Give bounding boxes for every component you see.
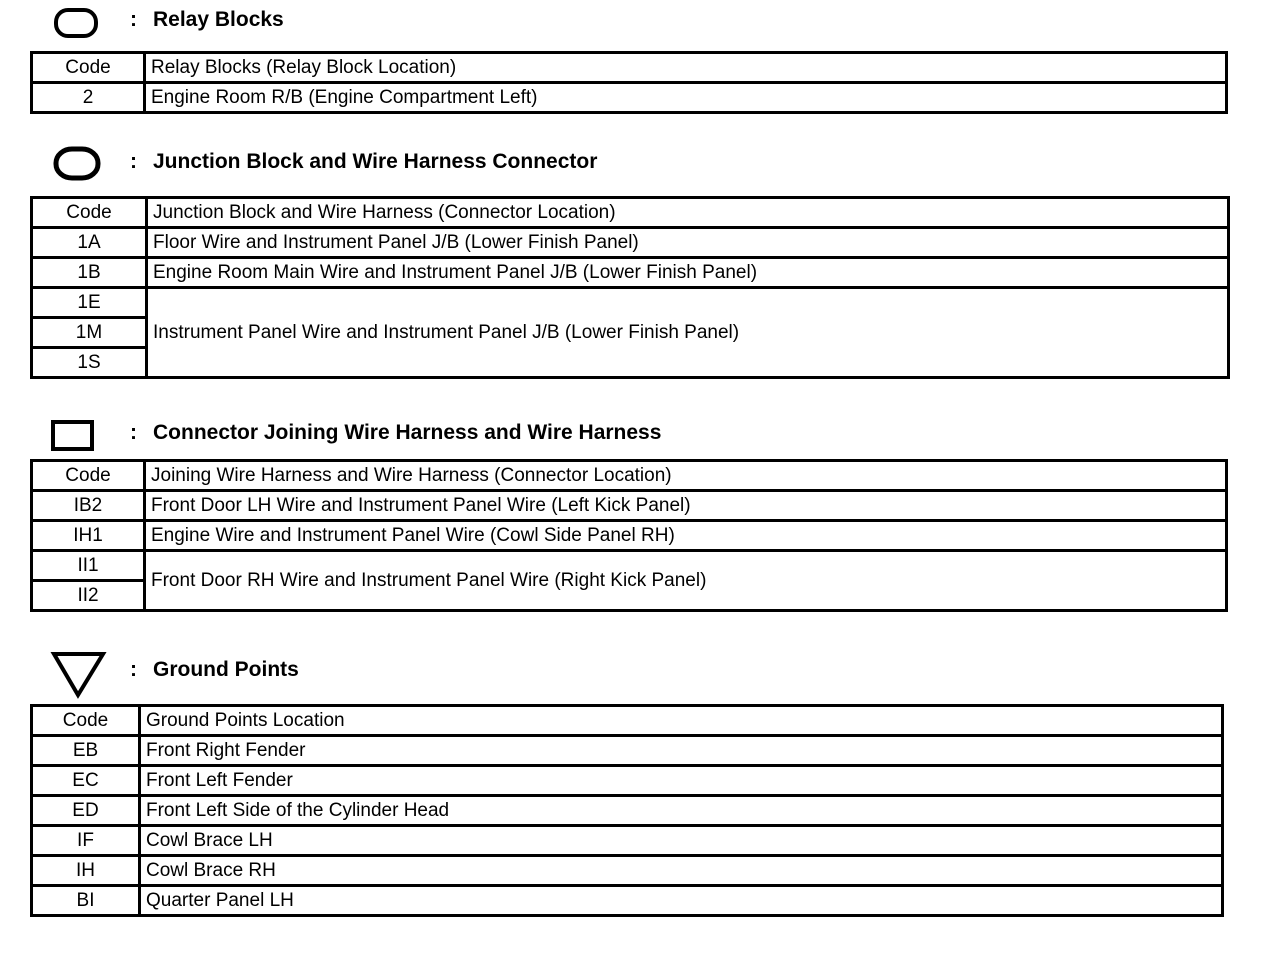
table-row: [32, 228, 1229, 258]
row-code: EB: [32, 736, 140, 766]
row-desc: Cowl Brace LH: [140, 826, 1223, 856]
colon-separator: :: [130, 8, 137, 31]
table-row: [32, 551, 1227, 581]
colon-separator: :: [130, 421, 137, 444]
row-code: IB2: [32, 491, 145, 521]
relay-blocks-table: [30, 51, 1228, 114]
section-junction-block-header: [0, 143, 1264, 183]
row-desc: Instrument Panel Wire and Instrument Panel J/B (Lower Finish Panel): [147, 288, 1229, 378]
colon-separator: :: [130, 658, 137, 681]
table-row: [32, 796, 1223, 826]
row-desc: Floor Wire and Instrument Panel J/B (Lower Finish Panel): [147, 228, 1229, 258]
row-code: II2: [32, 581, 145, 611]
row-code: IH: [32, 856, 140, 886]
section-connector-header: [0, 414, 1264, 454]
section-title: Relay Blocks: [153, 8, 284, 31]
header-code: Code: [32, 53, 145, 83]
table-row: [32, 83, 1227, 113]
row-desc: Front Door RH Wire and Instrument Panel Wire (Right Kick Panel): [145, 551, 1227, 611]
table-row: [32, 766, 1223, 796]
table-row: [32, 886, 1223, 916]
header-desc: Joining Wire Harness and Wire Harness (Connector Location): [145, 461, 1227, 491]
row-desc: Front Door LH Wire and Instrument Panel Wire (Left Kick Panel): [145, 491, 1227, 521]
row-code: BI: [32, 886, 140, 916]
table-header-row: [32, 53, 1227, 83]
row-code: 1A: [32, 228, 147, 258]
table-row: [32, 856, 1223, 886]
row-code: 2: [32, 83, 145, 113]
section-title: Connector Joining Wire Harness and Wire Harness: [153, 421, 662, 444]
row-desc: Front Right Fender: [140, 736, 1223, 766]
row-desc: Engine Room R/B (Engine Compartment Left): [145, 83, 1227, 113]
table-row: [32, 491, 1227, 521]
table-row: [32, 288, 1229, 318]
ground-points-table: [30, 704, 1224, 917]
table-row: [32, 258, 1229, 288]
row-desc: Front Left Side of the Cylinder Head: [140, 796, 1223, 826]
row-desc: Engine Room Main Wire and Instrument Panel J/B (Lower Finish Panel): [147, 258, 1229, 288]
header-desc: Junction Block and Wire Harness (Connector Location): [147, 198, 1229, 228]
row-code: IH1: [32, 521, 145, 551]
table-header-row: [32, 706, 1223, 736]
header-code: Code: [32, 461, 145, 491]
oval-icon: [52, 145, 102, 183]
rounded-rect-icon: [52, 6, 100, 40]
table-header-row: [32, 198, 1229, 228]
section-relay-blocks-header: [0, 0, 1264, 40]
connector-table: [30, 459, 1228, 612]
row-code: II1: [32, 551, 145, 581]
table-header-row: [32, 461, 1227, 491]
row-desc: Engine Wire and Instrument Panel Wire (Cowl Side Panel RH): [145, 521, 1227, 551]
header-desc: Relay Blocks (Relay Block Location): [145, 53, 1227, 83]
section-title: Junction Block and Wire Harness Connector: [153, 150, 598, 173]
header-code: Code: [32, 706, 140, 736]
table-row: [32, 736, 1223, 766]
row-code: 1E: [32, 288, 147, 318]
table-row: [32, 521, 1227, 551]
section-title: Ground Points: [153, 658, 299, 681]
header-code: Code: [32, 198, 147, 228]
triangle-down-icon: [50, 650, 108, 700]
row-code: EC: [32, 766, 140, 796]
rectangle-icon: [50, 419, 96, 453]
row-desc: Cowl Brace RH: [140, 856, 1223, 886]
row-code: 1B: [32, 258, 147, 288]
junction-block-table: [30, 196, 1230, 379]
table-row: [32, 826, 1223, 856]
row-code: IF: [32, 826, 140, 856]
row-desc: Front Left Fender: [140, 766, 1223, 796]
section-ground-points-header: [0, 648, 1264, 688]
row-code: 1S: [32, 348, 147, 378]
row-desc: Quarter Panel LH: [140, 886, 1223, 916]
header-desc: Ground Points Location: [140, 706, 1223, 736]
row-code: ED: [32, 796, 140, 826]
row-code: 1M: [32, 318, 147, 348]
colon-separator: :: [130, 150, 137, 173]
